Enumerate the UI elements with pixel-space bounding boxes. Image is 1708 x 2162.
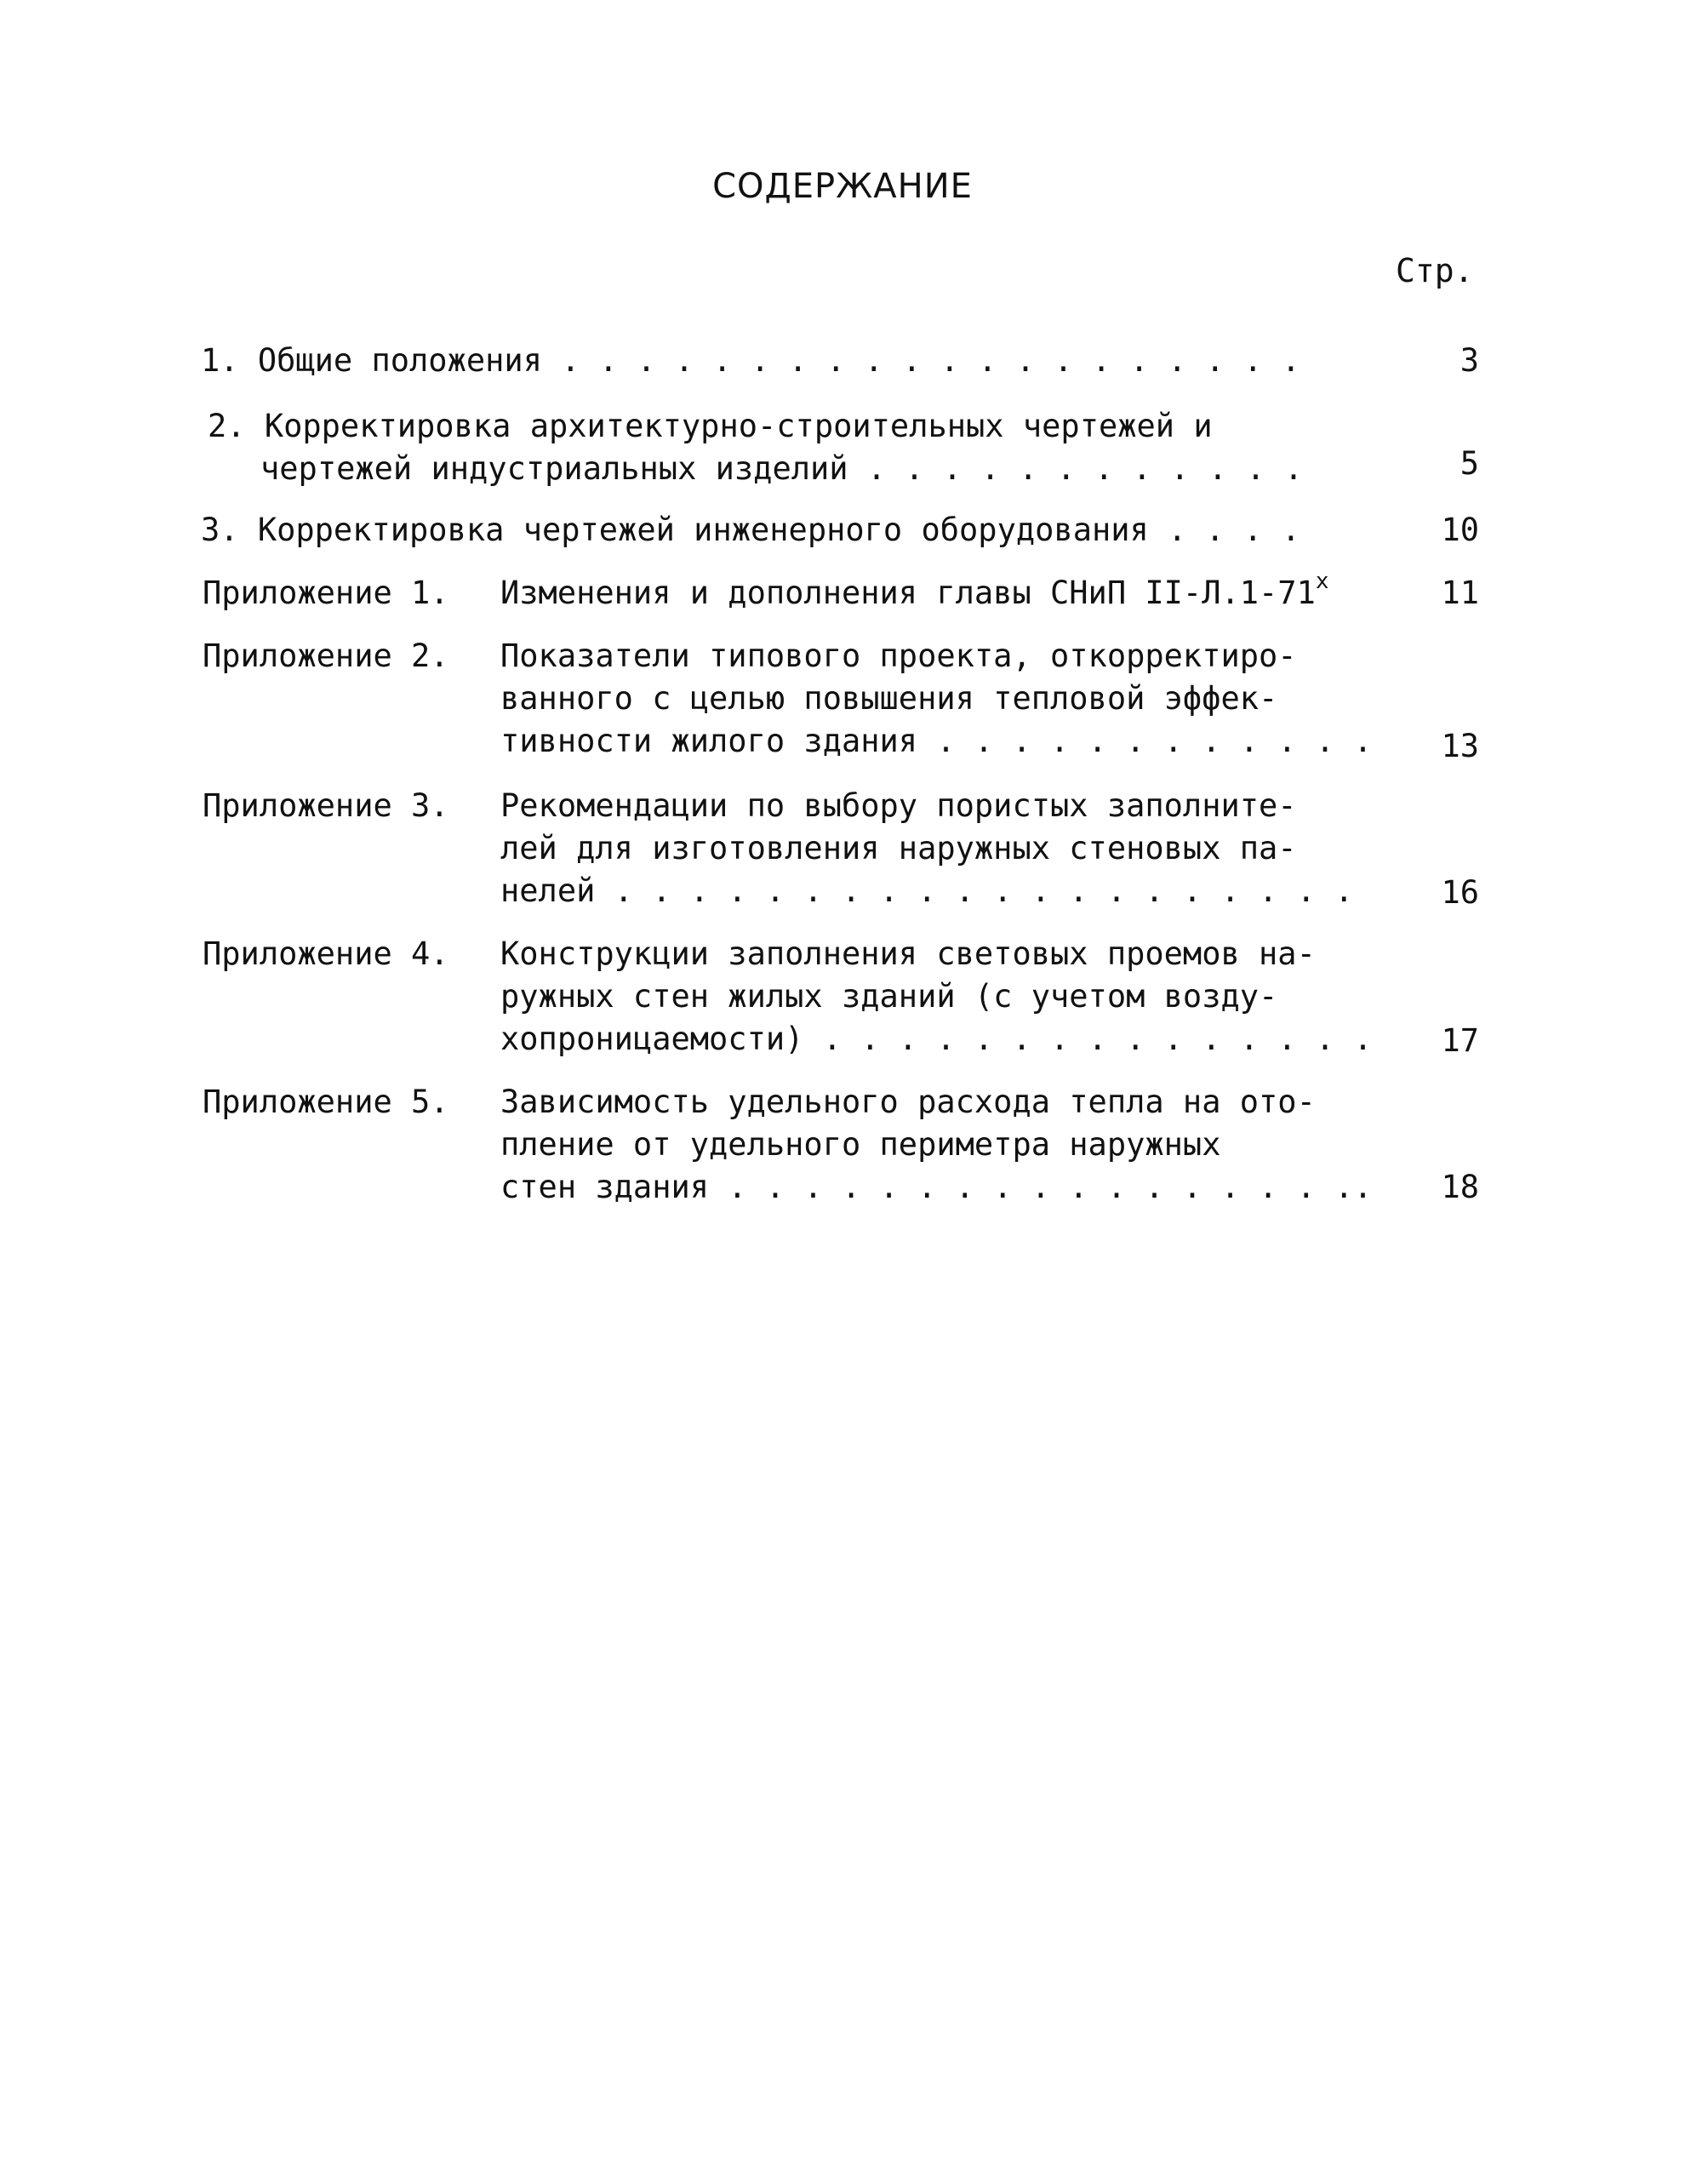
toc-entry-2-line-1: 2. Корректировка архитектурно-строительных чертежей и — [208, 408, 1213, 444]
toc-entry-3-line-1: 3. Корректировка чертежей инженерного оборудования . . . . — [201, 512, 1301, 548]
toc-appendix-2-line-1: Показатели типового проекта, откорректиро- — [500, 638, 1297, 674]
toc-appendix-3-line-1: Рекомендации по выбору пористых заполните- — [500, 787, 1297, 824]
toc-appendix-1-line-1 — [500, 569, 1329, 611]
toc-entry-1-line-1: 1. Общие положения . . . . . . . . . . . . . . . . . . . . — [201, 342, 1301, 379]
toc-appendix-3-label: Приложение 3. — [203, 787, 449, 824]
page-title: СОДЕРЖАНИЕ — [712, 167, 973, 206]
toc-appendix-4-label: Приложение 4. — [203, 935, 449, 972]
toc-appendix-5-line-3: стен здания . . . . . . . . . . . . . . . . .. — [500, 1169, 1373, 1205]
toc-appendix-4-line-1: Конструкции заполнения световых проемов на- — [500, 935, 1316, 972]
toc-appendix-2-page: 13 — [1441, 728, 1479, 764]
toc-entry-3-page: 10 — [1441, 512, 1479, 548]
toc-appendix-2-line-2: ванного с целью повышения тепловой эффек- — [500, 680, 1278, 717]
page-column-header: Стр. — [1396, 252, 1474, 289]
toc-appendix-5-line-2: пление от удельного периметра наружных — [500, 1126, 1221, 1163]
toc-appendix-3-line-3: нелей . . . . . . . . . . . . . . . . . . . . — [500, 872, 1354, 909]
toc-appendix-2-line-3: тивности жилого здания . . . . . . . . . . . . — [500, 723, 1373, 759]
toc-appendix-3-line-2: лей для изготовления наружных стеновых па- — [500, 830, 1297, 867]
toc-appendix-1-text: Изменения и дополнения главы СНиП II-Л.1-71 — [500, 575, 1316, 611]
toc-entry-2-page: 5 — [1460, 445, 1479, 482]
toc-appendix-1-page: 11 — [1441, 575, 1479, 611]
toc-appendix-4-line-2: ружных стен жилых зданий (с учетом возду- — [500, 978, 1278, 1015]
toc-appendix-1-superscript: x — [1315, 569, 1329, 594]
toc-appendix-3-page: 16 — [1441, 874, 1479, 911]
toc-entry-1-page: 3 — [1460, 342, 1479, 379]
toc-appendix-1-label: Приложение 1. — [203, 575, 449, 611]
toc-appendix-5-page: 18 — [1441, 1169, 1479, 1205]
toc-appendix-2-label: Приложение 2. — [203, 638, 449, 674]
toc-entry-2-line-2: чертежей индустриальных изделий . . . . . . . . . . . . — [260, 450, 1304, 487]
toc-appendix-5-label: Приложение 5. — [203, 1084, 449, 1120]
toc-appendix-4-line-3: хопроницаемости) . . . . . . . . . . . . . . . — [500, 1021, 1373, 1057]
toc-appendix-5-line-1: Зависимость удельного расхода тепла на ото- — [500, 1084, 1316, 1120]
toc-appendix-4-page: 17 — [1441, 1022, 1479, 1059]
